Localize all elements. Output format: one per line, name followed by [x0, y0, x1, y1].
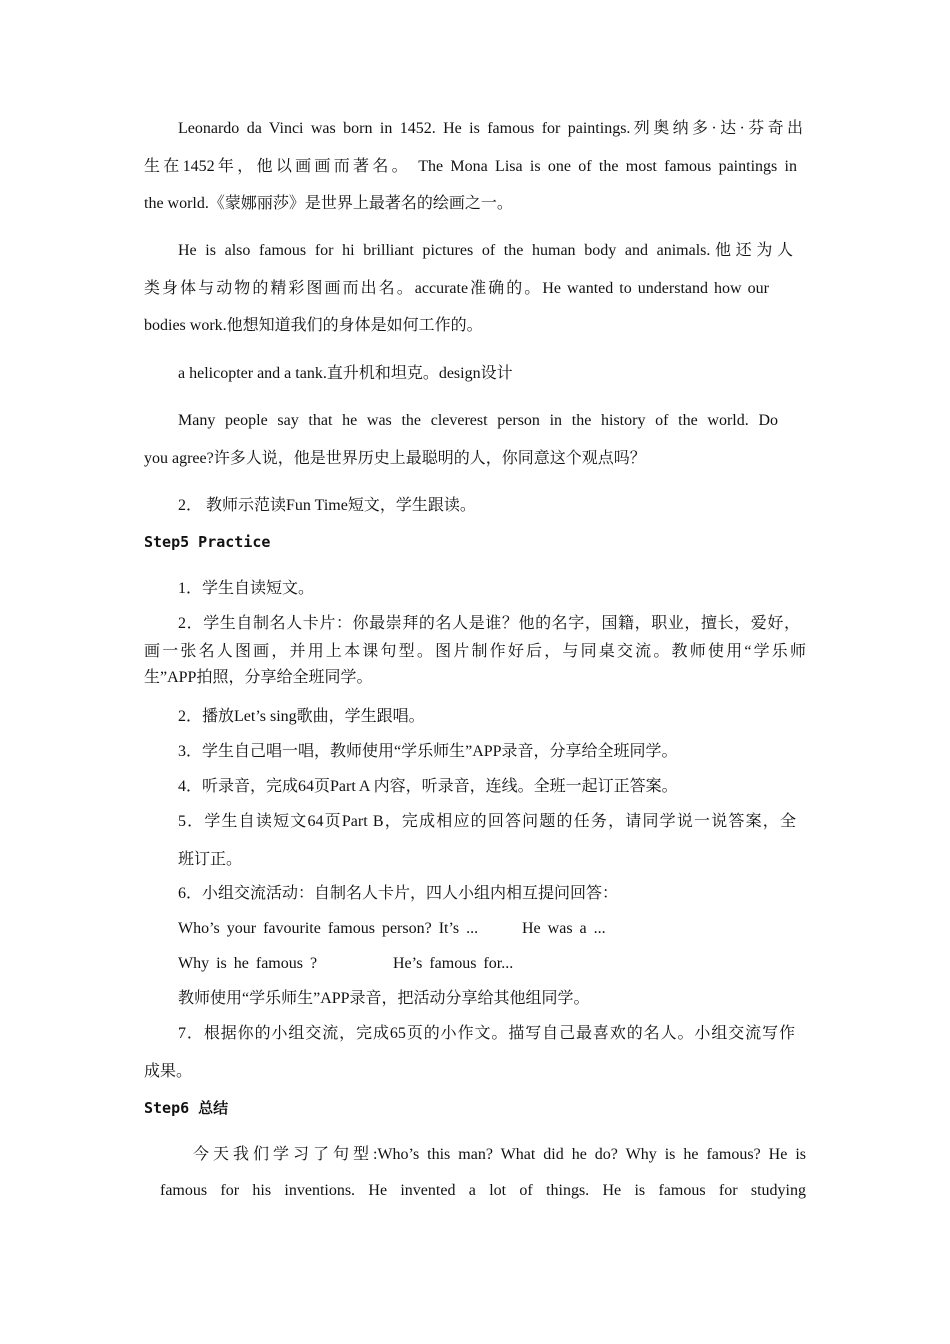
leonardo-line-1: Leonardo da Vinci was born in 1452. He is famous for paintings.列奥纳多·达·芬奇出 [178, 120, 803, 137]
dialog-question-1: Who’s your favourite famous person? It’s ... [178, 920, 479, 937]
step5-item-2-line-3: 生”APP拍照，分享给全班同学。 [144, 669, 373, 686]
step5-item-5-line-1: 5．学生自读短文64页Part B，完成相应的回答问题的任务，请同学说一说答案，全 [178, 813, 796, 830]
step5-item-7-line-1: 7．根据你的小组交流，完成65页的小作文。描写自己最喜欢的名人。小组交流写作 [178, 1025, 795, 1042]
step5-item-2-line-1: 2．学生自制名人卡片：你最崇拜的名人是谁？他的名字，国籍，职业，擅长，爱好， [178, 615, 800, 632]
summary-line-2: famous for his inventions. He invented a lot of things. He is famous for studying [160, 1182, 806, 1199]
step5-item-1: 1．学生自读短文。 [178, 580, 315, 597]
step5-item-2b: 2．播放Let’s sing歌曲，学生跟唱。 [178, 708, 425, 725]
dialog-question-2: Why is he famous ? [178, 955, 318, 972]
leonardo-line-3: the world.《蒙娜丽莎》是世界上最著名的绘画之一。 [144, 195, 513, 212]
dialog-answer-1: He was a ... [522, 920, 606, 937]
step5-item-7-line-2: 成果。 [144, 1063, 193, 1080]
teacher-note: 教师使用“学乐师生”APP录音，把活动分享给其他组同学。 [178, 990, 590, 1007]
step5-item-4: 4．听录音，完成64页Part A 内容，听录音，连线。全班一起订正答案。 [178, 778, 678, 795]
cleverest-line-1: Many people say that he was the cleverest person in the history of the world. Do [178, 412, 778, 429]
body-line-1: He is also famous for hi brilliant pictures of the human body and animals.他还为人 [178, 242, 793, 259]
step5-item-3: 3．学生自己唱一唱，教师使用“学乐师生”APP录音，分享给全班同学。 [178, 743, 678, 760]
step5-item-6: 6．小组交流活动：自制名人卡片，四人小组内相互提问回答： [178, 885, 619, 902]
step5-item-5-line-2: 班订正。 [178, 851, 243, 868]
design-line: a helicopter and a tank.直升机和坦克。design设计 [178, 365, 513, 382]
summary-line-1: 今天我们学习了句型:Who’s this man? What did he do? Why is he famous? He is [193, 1146, 806, 1163]
dialog-answer-2: He’s famous for... [393, 955, 514, 972]
step5-heading: Step5 Practice [144, 533, 271, 551]
cleverest-line-2: you agree?许多人说，他是世界历史上最聪明的人，你同意这个观点吗？ [144, 450, 646, 467]
body-line-2: 类身体与动物的精彩图画而出名。accurate准确的。He wanted to understand how our [144, 280, 769, 297]
leonardo-line-2: 生在1452年，他以画画而著名。 The Mona Lisa is one of the most famous paintings in [144, 158, 797, 175]
step5-item-2-line-2: 画一张名人图画，并用上本课句型。图片制作好后，与同桌交流。教师使用“学乐师 [144, 643, 806, 660]
teacher-reads-item: 2． 教师示范读Fun Time短文，学生跟读。 [178, 497, 476, 514]
step6-heading: Step6 总结 [144, 1099, 229, 1117]
body-line-3: bodies work.他想知道我们的身体是如何工作的。 [144, 317, 483, 334]
